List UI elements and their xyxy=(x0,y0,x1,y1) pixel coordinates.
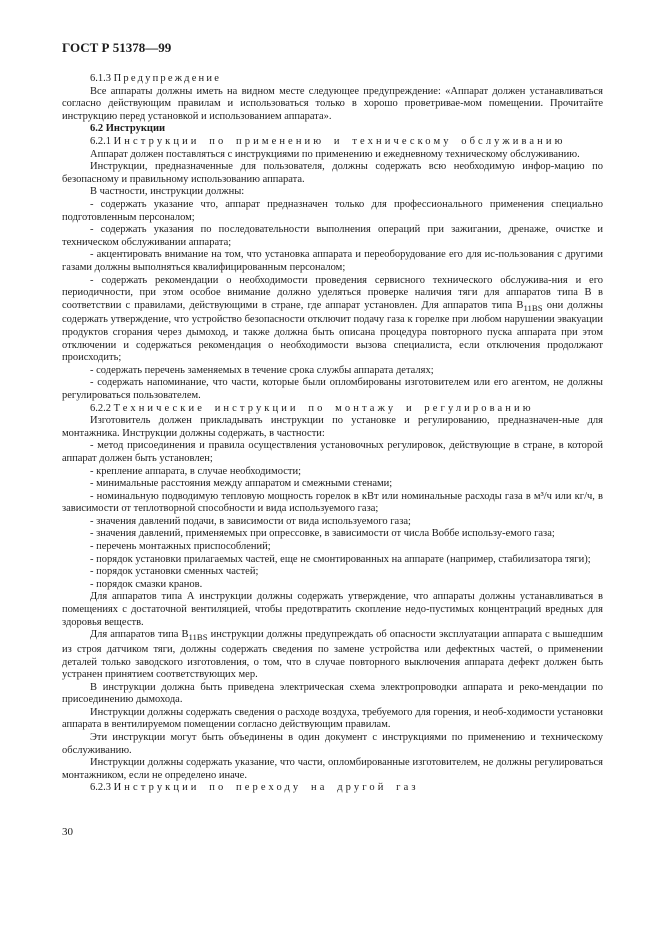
section-number: 6.1.3 xyxy=(90,73,111,84)
list-item: - содержать напоминание, что части, которые были опломбированы изготовителем или его агентом, не должны регулироваться пользователем. xyxy=(62,377,603,401)
paragraph: Аппарат должен поставляться с инструкциями по применению и ежедневному техническому обслуживанию. xyxy=(90,148,580,160)
section-title: Инструкции по применению и техническому обслуживанию xyxy=(113,135,566,147)
list-item: - содержать указания по последовательности выполнения операций при зажигании, дренаже, очистке и техническом обслуживании аппарата; xyxy=(62,224,603,248)
paragraph: В инструкции должна быть приведена электрическая схема электропроводки аппарата и реко-мендации по присоединению дымохода. xyxy=(62,681,603,706)
list-item: - порядок установки прилагаемых частей, еще не смонтированных на аппарате (например, стабилизатора тяги); xyxy=(90,553,591,565)
page-number: 30 xyxy=(62,826,73,838)
text-part: Для аппаратов типа xyxy=(90,629,179,641)
paragraph: Для аппаратов типа $В_{11BS}$ инструкции должны предупреждать об опасности эксплуатации аппарата с вышедшим из строя датчиком тяги, должны содержать сведения по замене устройства или дефектных частей, о применении деталей только заводского изготовления, о том, что в случае повторного выключения аппарата дефект должен быть устранен принятием соответствующих мер. xyxy=(62,629,603,681)
heading-6-1-3 xyxy=(62,73,603,86)
list-item: - порядок установки сменных частей; xyxy=(90,566,259,578)
text-part: - содержать рекомендации о необходимости проведения сервисного технического обслужива-ния и его периодичности, при этом особое внимание должно уделяться проверке наличия тяги для аппаратов типа В в соответствии с правилами, действующими в стране, где аппарат установлен. Для аппаратов типа xyxy=(62,274,603,311)
section-title: Инструкции по переходу на другой газ xyxy=(113,782,419,794)
list-item: - акцентировать внимание на том, что установка аппарата и переоборудование его для ис-пользования с другими газами должны выполняться квалифицированным персоналом; xyxy=(62,249,603,273)
heading-6-2-1 xyxy=(62,136,603,149)
list-item: - значения давлений, применяемых при опрессовке, в зависимости от числа Воббе использу-емого газа; xyxy=(90,528,555,540)
list-item: - номинальную подводимую тепловую мощность горелок в кВт или номинальные расходы газа в м³/ч или кг/ч, в зависимости от теплотворной способности и вида используемого газа; xyxy=(62,490,603,515)
section-number: 6.2.3 xyxy=(90,782,111,794)
paragraph: В частности, инструкции должны: xyxy=(90,186,245,198)
paragraph: Эти инструкции могут быть объединены в один документ с инструкциями по применению и техническому обслуживанию. xyxy=(62,732,603,756)
section-title: Технические инструкции по монтажу и регулированию xyxy=(113,402,534,414)
subscript: 11BS xyxy=(523,302,543,313)
list-item: - значения давлений подачи, в зависимости от вида используемого газа; xyxy=(90,515,411,527)
paragraph: Инструкции, предназначенные для пользователя, должны содержать всю необходимую инфор-мацию по безопасному и правильному использованию аппарата. xyxy=(62,161,603,185)
paragraph: Инструкции должны содержать указание, что части, опломбированные изготовителем, не должны регулироваться монтажником, если не определено иначе. xyxy=(62,757,603,781)
subscript: 11BS xyxy=(188,632,208,643)
heading-6-2: 6.2 Инструкции xyxy=(90,123,166,135)
text-part: они должны содержать утверждение, что устройство безопасности отключит подачу газа к горелке при любом нарушении эвакуации продуктов сгорания через дымоход, и также должна быть описана процедура повторного пуска аппарата при этом отключении и содержаться рекомендация о необходимости вызова специалиста, если отключения продолжают происходить; xyxy=(62,299,603,364)
paragraph: Инструкции должны содержать сведения о расходе воздуха, требуемого для горения, и необ-ходимости установки аппарата в вентилируемом помещении согласно действующим правилам. xyxy=(62,706,603,731)
heading-6-2-3 xyxy=(62,782,603,795)
list-item: - содержать рекомендации о необходимости проведения сервисного технического обслужива-ния и его периодичности, при этом особое внимание должно уделяться проверке наличия тяги для аппаратов типа В в соответствии с правилами, действующими в стране, где аппарат установлен. Для аппаратов типа $В_{11BS}$ они должны содержать утверждение, что устройство безопасности отключит подачу газа к горелке при любом нарушении эвакуации продуктов сгорания через дымоход, и также должна быть описана процедура повторного пуска аппарата при этом отключении и содержаться рекомендация о необходимости вызова специалиста, если отключения продолжают происходить; xyxy=(62,274,603,364)
section-number: 6.2.1 xyxy=(90,135,111,147)
list-item: - перечень монтажных приспособлений; xyxy=(90,541,271,553)
section-title: Предупреждение xyxy=(113,73,222,84)
list-item: - содержать перечень заменяемых в течение срока службы аппарата деталях; xyxy=(90,364,434,376)
heading-6-2-2 xyxy=(62,403,603,416)
document-body xyxy=(62,73,603,795)
list-item: - порядок смазки кранов. xyxy=(90,578,203,590)
list-item: - метод присоединения и правила осуществления установочных регулировок, действующие в стране, в которой аппарат должен быть установлен; xyxy=(62,440,603,464)
list-item: - минимальные расстояния между аппаратом и смежными стенами; xyxy=(90,478,393,490)
document-header: ГОСТ Р 51378—99 xyxy=(62,40,172,55)
section-number: 6.2.2 xyxy=(90,402,111,414)
list-item: - крепление аппарата, в случае необходимости; xyxy=(90,465,301,477)
paragraph: Для аппаратов типа А инструкции должны содержать утверждение, что аппараты должны устанавливаться в помещениях с достаточной вентиляцией, чтобы предотвратить скопление недо-пустимых концентраций вредных для здоровья веществ. xyxy=(62,591,603,628)
paragraph: Все аппараты должны иметь на видном месте следующее предупреждение: «Аппарат должен устанавливаться согласно действующим правилам и использоваться только в хорошо проветривае-мом помещении. Прочитайте инструкцию перед установкой и использованием аппарата». xyxy=(62,85,603,122)
list-item: - содержать указание что, аппарат предназначен только для профессионального применения специально подготовленным персоналом; xyxy=(62,198,603,223)
text-part: инструкции должны предупреждать об опасности эксплуатации аппарата с вышедшим из строя датчиком тяги, должны содержать сведения по замене устройства или дефектных частей, о применении деталей только заводского изготовления, о том, что в случае повторного выключения аппарата дефект должен быть устранен принятием соответствующих мер. xyxy=(62,629,603,681)
paragraph: Изготовитель должен прикладывать инструкции по установке и регулированию, предназначен-ные для монтажника. Инструкции должны содержать, в частности: xyxy=(62,415,603,439)
